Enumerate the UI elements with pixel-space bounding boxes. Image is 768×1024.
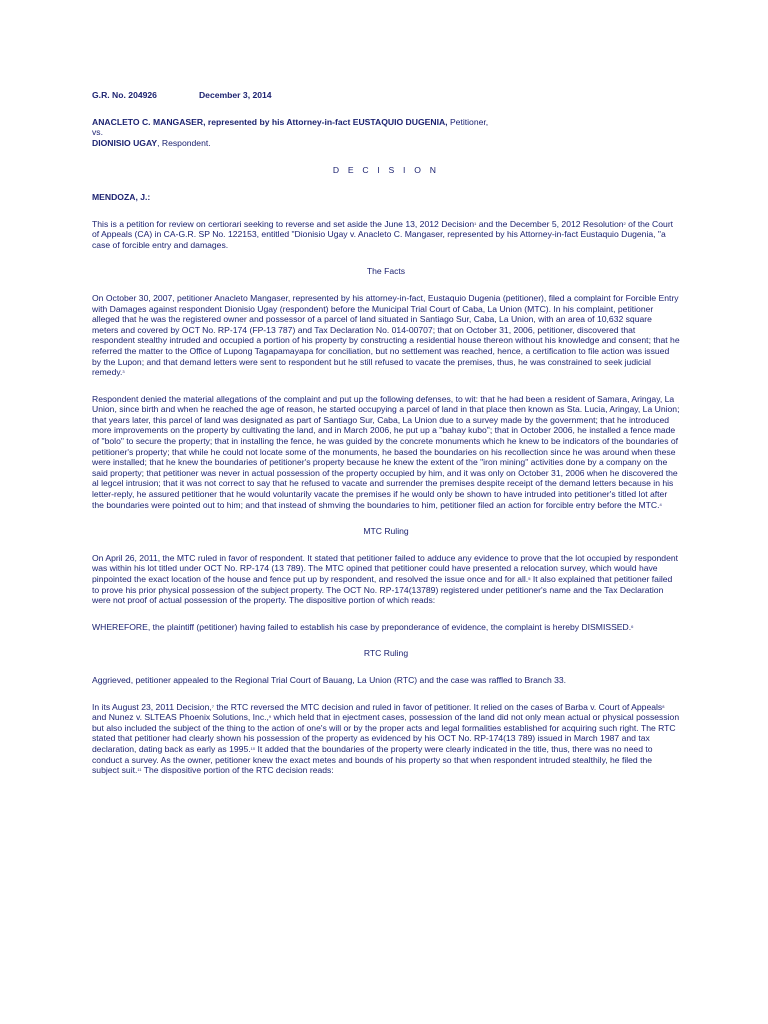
decision-heading: D E C I S I O N (332, 165, 440, 176)
intro-text-3: of the Court of Appeals (CA) in CA-G.R. SP No. 122153, entitled "Dionisio Ugay v. Anacleto C. Mangaser, represented by his Attorney-in-fact Eustaquio Dugenia, "a case of forcible entry and damages. (92, 218, 674, 250)
rtc-paragraph (92, 702, 680, 776)
rtc-appeal-paragraph: Aggrieved, petitioner appealed to the Regional Trial Court of Bauang, La Union (RTC) and the case was raffled to Branch 33. (92, 674, 567, 685)
footnote-ref-6[interactable]: 6 (631, 623, 634, 629)
mtc-text-1: On April 26, 2011, the MTC ruled in favor of respondent. It stated that petitioner failed to adduce any evidence to prove that the lot occupied by respondent was within his lot titled under OCT No. RP-174 (13 789). The MTC opined that petitioner could have presented a relocation survey, which would have pinpointed the exact location of the house and fence put up by respondent, and resolved the issue once and for all. (92, 552, 679, 584)
rtc-ruling-heading: RTC Ruling (363, 648, 409, 659)
footnote-ref-1[interactable]: 1 (474, 220, 477, 226)
facts-heading: The Facts (366, 266, 406, 277)
footnote-ref-10[interactable]: 10 (250, 745, 256, 751)
footnote-ref-2[interactable]: 2 (623, 220, 626, 226)
defense-text: Respondent denied the material allegations of the complaint and put up the following defenses, to wit: that he had been a resident of Samara, Aringay, La Union, since birth and when he reached the age of reason, he started occupying a parcel of land in that place then known as Sta. Lucia, Aringay, La Union; that years later, this parcel of land was designated as part of Santiago Sur, Caba, La Union due to a survey made by the government; that he introduced more improvements on the property by cultivating the land, and in March 2006, he put up a "bahay kubo"; that in October 2006, he installed a fence made of "bolo" to secure the property; that in installing the fence, he was guided by the concrete monuments which he knew to be indicators of the boundaries of petitioner's property; that while he could not locate some of the monuments, he based the boundaries on his recollection since he was around when these were installed; that he knew the boundaries of petitioner's property because he knew the extent of the "iron mining" activities done by a company on the said property; that petitioner was never in actual possession of the property occupied by him, and it was only on October 31, 2006 when he discovered the al legcel intrusion; that it was not correct to say that he refused to vacate and surrender the premises despite receipt of the demand letters because in his letter-reply, he assured petitioner that he would voluntarily vacate the premises if he would only be shown to have intruded into petitioner's titled lot after the boundaries were pointed out to him; and that instead of shmving the boundaries to him, petitioner filed an action for forcible entry before the MTC. (92, 393, 680, 510)
versus-label: vs. (92, 127, 103, 138)
intro-text-1: This is a petition for review on certiorari seeking to reverse and set aside the June 13, 2012 Decision (92, 218, 475, 229)
defense-paragraph (92, 394, 680, 511)
rtc-text-5: It added that the boundaries of the property were clearly indicated in the title, thus, there was no need to conduct a survey. As the owner, petitioner knew the exact metes and bounds of his property so that when respondent intruded stealthily, he filed the subject suit. (92, 743, 653, 776)
petitioner-role: Petitioner, (447, 116, 489, 127)
intro-text-2: and the December 5, 2012 Resolution (476, 218, 624, 229)
rtc-text-3: and Nunez v. SLTEAS Phoenix Solutions, Inc., (92, 712, 269, 723)
mtc-dispositive-paragraph (92, 622, 680, 633)
footnote-ref-7[interactable]: 7 (211, 703, 214, 709)
mtc-paragraph (92, 553, 680, 606)
ponente: MENDOZA, J.: (92, 191, 151, 202)
mtc-dispositive-text: WHEREFORE, the plaintiff (petitioner) having failed to establish his case by preponderance of evidence, the complaint is hereby DISMISSED. (92, 621, 632, 632)
intro-paragraph (92, 219, 680, 251)
footnote-ref-8[interactable]: 8 (662, 703, 665, 709)
case-parties (92, 117, 680, 149)
decision-document (92, 90, 680, 792)
rtc-text-4: which held that in ejectment cases, possession of the land did not only mean actual or physical possession but also included the subject of the thing to the action of one's will or by the proper acts and legal formalities established for acquiring such right. The RTC stated that petitioner had clearly shown his possession of the property as evidenced by his OCT No. RP-174(13 789) issued in March 1987 and tax declaration, dating back as early as 1995. (92, 712, 680, 754)
footnote-ref-9[interactable]: 9 (268, 714, 272, 720)
footnote-ref-4[interactable]: 4 (659, 501, 662, 507)
facts-text: On October 30, 2007, petitioner Anacleto Mangaser, represented by his attorney-in-fact, Eustaquio Dugenia (petitioner), filed a complaint for Forcible Entry with Damages against respondent Dionisio Ugay (respondent) before the Municipal Trial Court of Caba, La Union (MTC). In his complaint, petitioner alleged that he was the registered owner and possessor of a parcel of land situated in Santiago Sur, Caba, La Union, with an area of 10,632 square meters and covered by OCT No. RP-174 (FP-13 787) and Tax Declaration No. 014-00707; that on October 31, 2006, petitioner, discovered that respondent stealthy intruded and occupied a portion of his property by constructing a residential house thereon without his knowledge and consent; that he referred the matter to the Office of Lupong Tagapamayapa for conciliation, but no settlement was reached, hence, a certification to file action was issued by the Lupon; and that demand letters were sent to respondent but he still refused to vacate the premises, thus, he was constrained to seek judicial remedy. (92, 292, 680, 378)
footnote-ref-3[interactable]: 3 (122, 369, 125, 375)
footnote-ref-5[interactable]: 5 (528, 576, 531, 581)
case-number: G.R. No. 204926 (92, 90, 157, 100)
petitioner-name: ANACLETO C. MANGASER, represented by his Attorney-in-fact EUSTAQUIO DUGENIA, (92, 116, 448, 127)
case-date: December 3, 2014 (198, 90, 272, 100)
facts-paragraph (92, 293, 680, 378)
case-header (92, 90, 680, 101)
footnote-ref-11[interactable]: 11 (137, 767, 142, 773)
mtc-text-2: It also explained that petitioner failed to prove his prior physical possession of the subject property. The OCT No. RP-174(13789) registered under petitioner's name and the Tax Declaration were not proof of actual possession of the property. The dispositive portion of which reads: (92, 574, 673, 606)
respondent-name: DIONISIO UGAY (92, 137, 158, 148)
rtc-text-1: In its August 23, 2011 Decision, (92, 701, 212, 712)
respondent-role: , Respondent. (157, 137, 211, 148)
mtc-ruling-heading: MTC Ruling (363, 526, 409, 537)
rtc-text-2: the RTC reversed the MTC decision and ruled in favor of petitioner. It relied on the cases of Barba v. Court of Appeals (213, 701, 663, 712)
rtc-text-6: The dispositive portion of the RTC decision reads: (141, 765, 334, 776)
